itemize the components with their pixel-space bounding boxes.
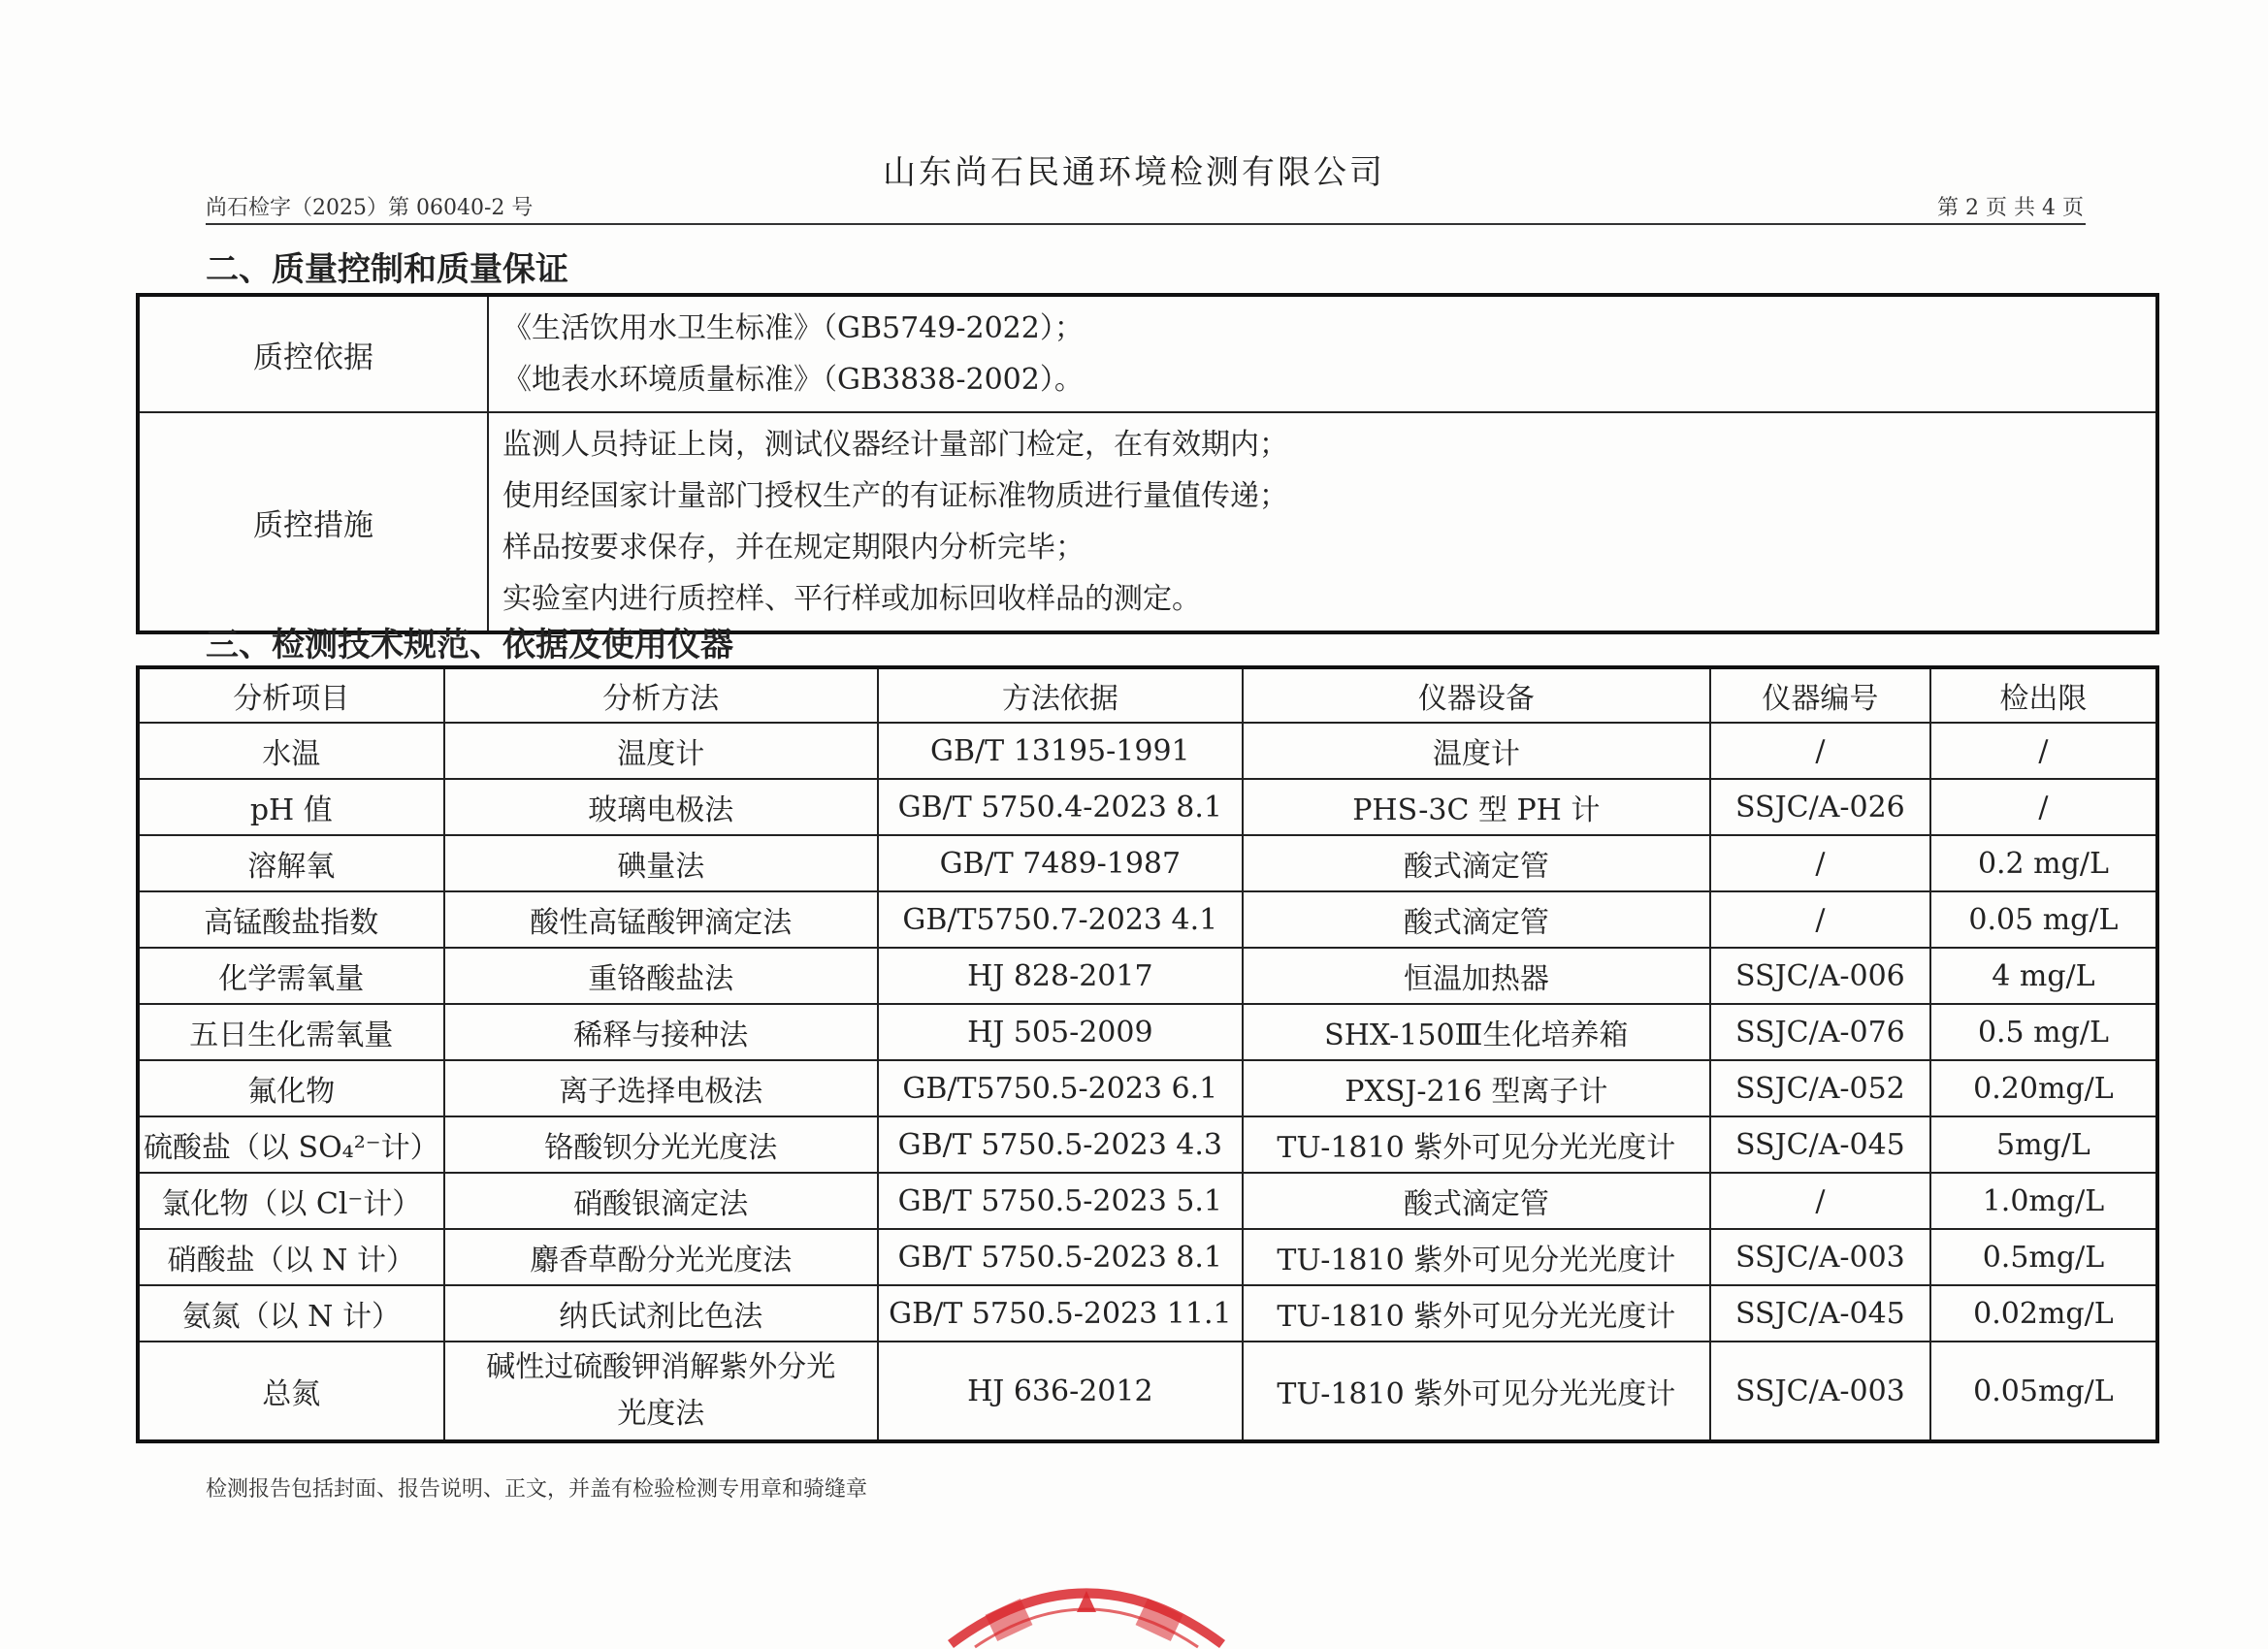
table-row (138, 1060, 2157, 1116)
cell-instrument: PHS-3C 型 PH 计 (1243, 779, 1710, 835)
cell-instrument: 酸式滴定管 (1243, 1173, 1710, 1229)
table-row (138, 1173, 2157, 1229)
header-divider (206, 223, 2086, 225)
table-row (138, 1116, 2157, 1173)
cell-standard: GB/T 5750.5-2023 11.1 (878, 1285, 1243, 1342)
section3-title: 三、检测技术规范、依据及使用仪器 (206, 626, 733, 664)
table-row (138, 1342, 2157, 1441)
cell-detection-limit: 0.5mg/L (1930, 1229, 2157, 1285)
report-number: 尚石检字（2025）第 06040-2 号 (206, 196, 534, 220)
cell-instrument: TU-1810 紫外可见分光光度计 (1243, 1285, 1710, 1342)
cell-method: 铬酸钡分光光度法 (444, 1116, 878, 1173)
cell-instrument: TU-1810 紫外可见分光光度计 (1243, 1116, 1710, 1173)
table-header-row (138, 667, 2157, 723)
cell-instrument-no: SSJC/A-076 (1710, 1004, 1930, 1060)
cell-standard: GB/T5750.7-2023 4.1 (878, 891, 1243, 948)
qc-label-measures: 质控措施 (138, 412, 488, 632)
cell-instrument: SHX-150Ⅲ生化培养箱 (1243, 1004, 1710, 1060)
qc-content-basis (488, 295, 2157, 412)
cell-method: 碱性过硫酸钾消解紫外分光光度法 (444, 1342, 878, 1441)
table-row (138, 891, 2157, 948)
cell-instrument-no: SSJC/A-006 (1710, 948, 1930, 1004)
cell-instrument: 温度计 (1243, 723, 1710, 779)
cell-instrument: PXSJ-216 型离子计 (1243, 1060, 1710, 1116)
cell-instrument: 酸式滴定管 (1243, 835, 1710, 891)
cell-standard: GB/T5750.5-2023 6.1 (878, 1060, 1243, 1116)
column-header: 检出限 (1930, 667, 2157, 723)
cell-method: 温度计 (444, 723, 878, 779)
cell-instrument: TU-1810 紫外可见分光光度计 (1243, 1342, 1710, 1441)
qc-measure-line: 实验室内进行质控样、平行样或加标回收样品的测定。 (502, 582, 1201, 616)
cell-item: 硝酸盐（以 N 计） (138, 1229, 444, 1285)
qc-measure-line: 样品按要求保存，并在规定期限内分析完毕； (502, 531, 1085, 565)
qc-basis-line: 《地表水环境质量标准》（GB3838-2002）。 (502, 363, 1084, 397)
cell-method: 碘量法 (444, 835, 878, 891)
cell-instrument-no: SSJC/A-003 (1710, 1229, 1930, 1285)
cell-detection-limit: 0.5 mg/L (1930, 1004, 2157, 1060)
seal-stamp-icon (931, 1552, 1242, 1649)
cell-item: 五日生化需氧量 (138, 1004, 444, 1060)
cell-standard: GB/T 13195-1991 (878, 723, 1243, 779)
table-row (138, 948, 2157, 1004)
cell-detection-limit: 0.02mg/L (1930, 1285, 2157, 1342)
cell-instrument-no: SSJC/A-003 (1710, 1342, 1930, 1441)
qc-content-measures (488, 412, 2157, 632)
page-info: 第 2 页 共 4 页 (1937, 196, 2084, 220)
cell-standard: HJ 505-2009 (878, 1004, 1243, 1060)
cell-standard: GB/T 7489-1987 (878, 835, 1243, 891)
cell-standard: GB/T 5750.5-2023 5.1 (878, 1173, 1243, 1229)
qc-label-basis: 质控依据 (138, 295, 488, 412)
qc-measure-line: 监测人员持证上岗，测试仪器经计量部门检定，在有效期内； (502, 428, 1288, 462)
cell-detection-limit: / (1930, 723, 2157, 779)
cell-method: 硝酸银滴定法 (444, 1173, 878, 1229)
cell-item: 溶解氧 (138, 835, 444, 891)
cell-detection-limit: 0.20mg/L (1930, 1060, 2157, 1116)
table-row (138, 1004, 2157, 1060)
cell-standard: HJ 636-2012 (878, 1342, 1243, 1441)
cell-instrument-no: SSJC/A-045 (1710, 1285, 1930, 1342)
cell-method: 麝香草酚分光光度法 (444, 1229, 878, 1285)
cell-instrument: 酸式滴定管 (1243, 891, 1710, 948)
cell-instrument-no: / (1710, 891, 1930, 948)
cell-instrument-no: / (1710, 723, 1930, 779)
cell-detection-limit: 0.2 mg/L (1930, 835, 2157, 891)
cell-instrument: 恒温加热器 (1243, 948, 1710, 1004)
column-header: 分析项目 (138, 667, 444, 723)
cell-detection-limit: 0.05 mg/L (1930, 891, 2157, 948)
cell-item: 硫酸盐（以 SO₄²⁻计） (138, 1116, 444, 1173)
cell-method: 离子选择电极法 (444, 1060, 878, 1116)
column-header: 分析方法 (444, 667, 878, 723)
table-row (138, 835, 2157, 891)
cell-detection-limit: 4 mg/L (1930, 948, 2157, 1004)
column-header: 仪器设备 (1243, 667, 1710, 723)
cell-item: 化学需氧量 (138, 948, 444, 1004)
cell-item: 氟化物 (138, 1060, 444, 1116)
report-footnote: 检测报告包括封面、报告说明、正文，并盖有检验检测专用章和骑缝章 (206, 1477, 868, 1502)
cell-standard: GB/T 5750.4-2023 8.1 (878, 779, 1243, 835)
cell-detection-limit: / (1930, 779, 2157, 835)
quality-control-table (136, 293, 2159, 634)
table-row (138, 1229, 2157, 1285)
cell-method: 纳氏试剂比色法 (444, 1285, 878, 1342)
cell-item: 氨氮（以 N 计） (138, 1285, 444, 1342)
cell-instrument-no: SSJC/A-026 (1710, 779, 1930, 835)
qc-row-measures (138, 412, 2157, 632)
cell-item: 氯化物（以 Cl⁻计） (138, 1173, 444, 1229)
qc-measure-line: 使用经国家计量部门授权生产的有证标准物质进行量值传递； (502, 479, 1288, 513)
column-header: 方法依据 (878, 667, 1243, 723)
cell-standard: GB/T 5750.5-2023 8.1 (878, 1229, 1243, 1285)
table-row (138, 779, 2157, 835)
qc-row-basis (138, 295, 2157, 412)
qc-basis-line: 《生活饮用水卫生标准》（GB5749-2022）； (502, 311, 1084, 345)
cell-instrument-no: / (1710, 835, 1930, 891)
column-header: 仪器编号 (1710, 667, 1930, 723)
cell-detection-limit: 0.05mg/L (1930, 1342, 2157, 1441)
section2-title: 二、质量控制和质量保证 (206, 250, 568, 289)
cell-instrument-no: SSJC/A-052 (1710, 1060, 1930, 1116)
table-row (138, 723, 2157, 779)
cell-method: 玻璃电极法 (444, 779, 878, 835)
cell-detection-limit: 1.0mg/L (1930, 1173, 2157, 1229)
cell-item: pH 值 (138, 779, 444, 835)
cell-instrument-no: SSJC/A-045 (1710, 1116, 1930, 1173)
cell-standard: HJ 828-2017 (878, 948, 1243, 1004)
cell-item: 水温 (138, 723, 444, 779)
cell-instrument-no: / (1710, 1173, 1930, 1229)
cell-detection-limit: 5mg/L (1930, 1116, 2157, 1173)
cell-standard: GB/T 5750.5-2023 4.3 (878, 1116, 1243, 1173)
cell-instrument: TU-1810 紫外可见分光光度计 (1243, 1229, 1710, 1285)
table-row (138, 1285, 2157, 1342)
instrument-table (136, 665, 2159, 1443)
cell-method: 稀释与接种法 (444, 1004, 878, 1060)
cell-method: 酸性高锰酸钾滴定法 (444, 891, 878, 948)
cell-method: 重铬酸盐法 (444, 948, 878, 1004)
company-name: 山东尚石民通环境检测有限公司 (883, 153, 1385, 192)
cell-item: 总氮 (138, 1342, 444, 1441)
cell-item: 高锰酸盐指数 (138, 891, 444, 948)
